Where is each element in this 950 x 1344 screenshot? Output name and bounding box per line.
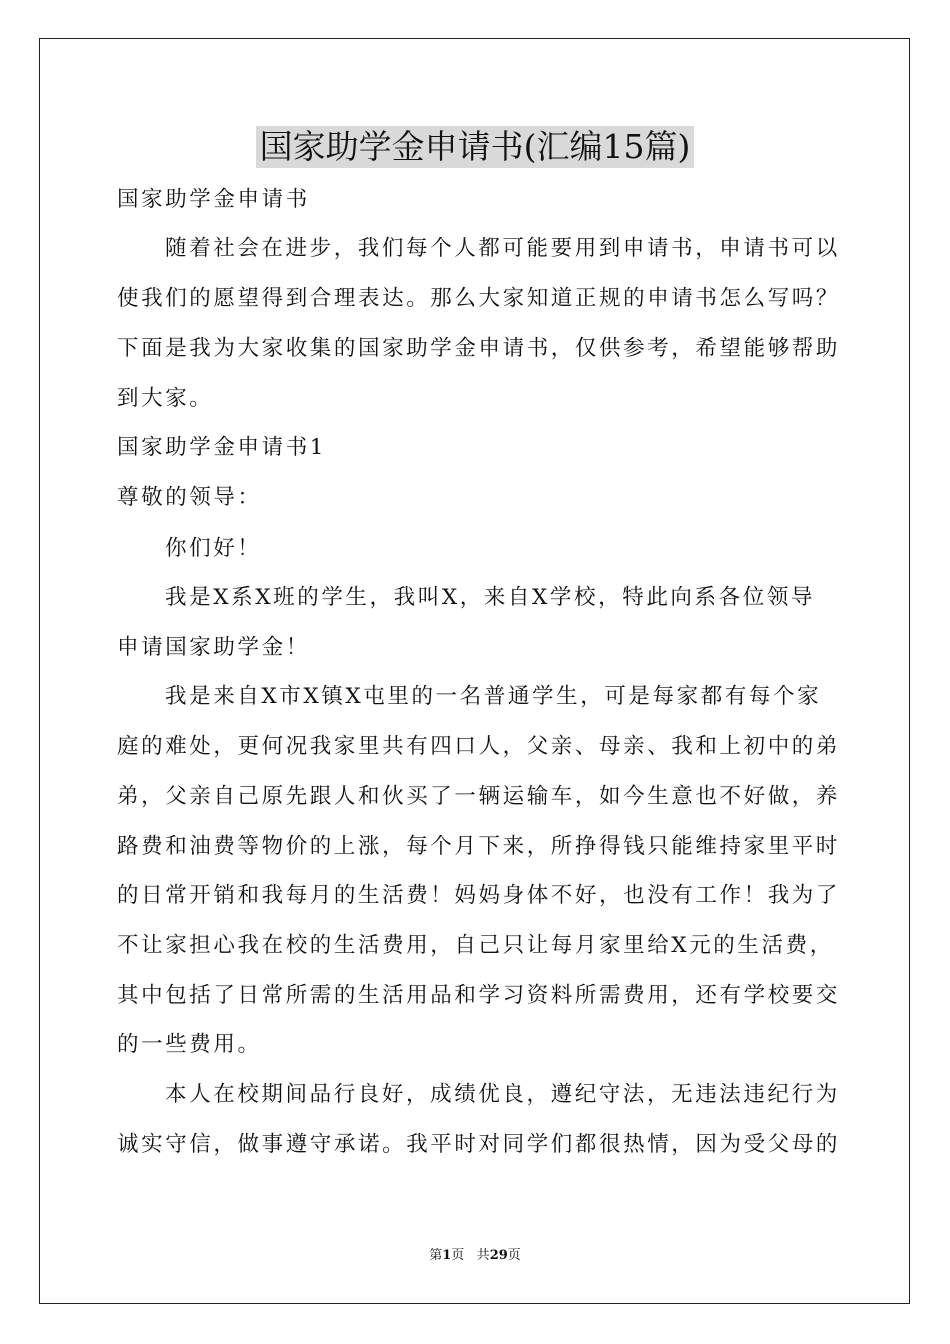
paragraph-line: 庭的难处，更何况我家里共有四口人，父亲、母亲、我和上初中的弟: [117, 734, 841, 759]
greeting: 你们好！: [165, 536, 262, 561]
paragraph-line: 其中包括了日常所需的生活用品和学习资料所需费用，还有学校要交: [117, 983, 841, 1008]
paragraph-line: 不让家担心我在校的生活费用，自己只让每月家里给X元的生活费，: [117, 933, 834, 958]
section-heading: 国家助学金申请书1: [117, 435, 327, 460]
salutation: 尊敬的领导：: [117, 485, 262, 510]
title-container: [0, 126, 950, 168]
footer-page-number: 1: [442, 1248, 452, 1263]
intro-line: 随着社会在进步，我们每个人都可能要用到申请书，申请书可以: [165, 236, 840, 261]
paragraph-line: 路费和油费等物价的上涨，每个月下来，所挣得钱只能维持家里平时: [117, 834, 841, 859]
paragraph-line: 申请国家助学金！: [117, 635, 310, 660]
document-title: 国家助学金申请书(汇编15篇): [256, 126, 695, 168]
intro-line: 下面是我为大家收集的国家助学金申请书，仅供参考，希望能够帮助: [117, 336, 841, 361]
document-subtitle: 国家助学金申请书: [117, 187, 310, 212]
paragraph-line: 我是来自X市X镇X屯里的一名普通学生，可是每家都有每个家: [165, 684, 822, 709]
paragraph-line: 的一些费用。: [117, 1032, 262, 1057]
page-border: [39, 38, 910, 1304]
footer-total-pages: 29: [489, 1248, 508, 1263]
paragraph-line: 本人在校期间品行良好，成绩优良，遵纪守法，无违法违纪行为: [165, 1082, 840, 1107]
paragraph-line: 弟，父亲自己原先跟人和伙买了一辆运输车，如今生意也不好做，养: [117, 784, 841, 809]
footer-total-suffix: 页: [507, 1248, 521, 1263]
footer-page-suffix: 页: [451, 1248, 465, 1263]
intro-line: 到大家。: [117, 386, 214, 411]
paragraph-line: 诚实守信，做事遵守承诺。我平时对同学们都很热情，因为受父母的: [117, 1132, 841, 1157]
paragraph-line: 的日常开销和我每月的生活费！妈妈身体不好，也没有工作！我为了: [117, 883, 841, 908]
paragraph-line: 我是X系X班的学生，我叫X，来自X学校，特此向系各位领导: [165, 585, 816, 610]
footer-page-prefix: 第: [429, 1248, 443, 1263]
page-footer: [0, 1247, 950, 1265]
footer-total-prefix: 共: [476, 1248, 490, 1263]
intro-line: 使我们的愿望得到合理表达。那么大家知道正规的申请书怎么写吗？: [117, 286, 841, 311]
